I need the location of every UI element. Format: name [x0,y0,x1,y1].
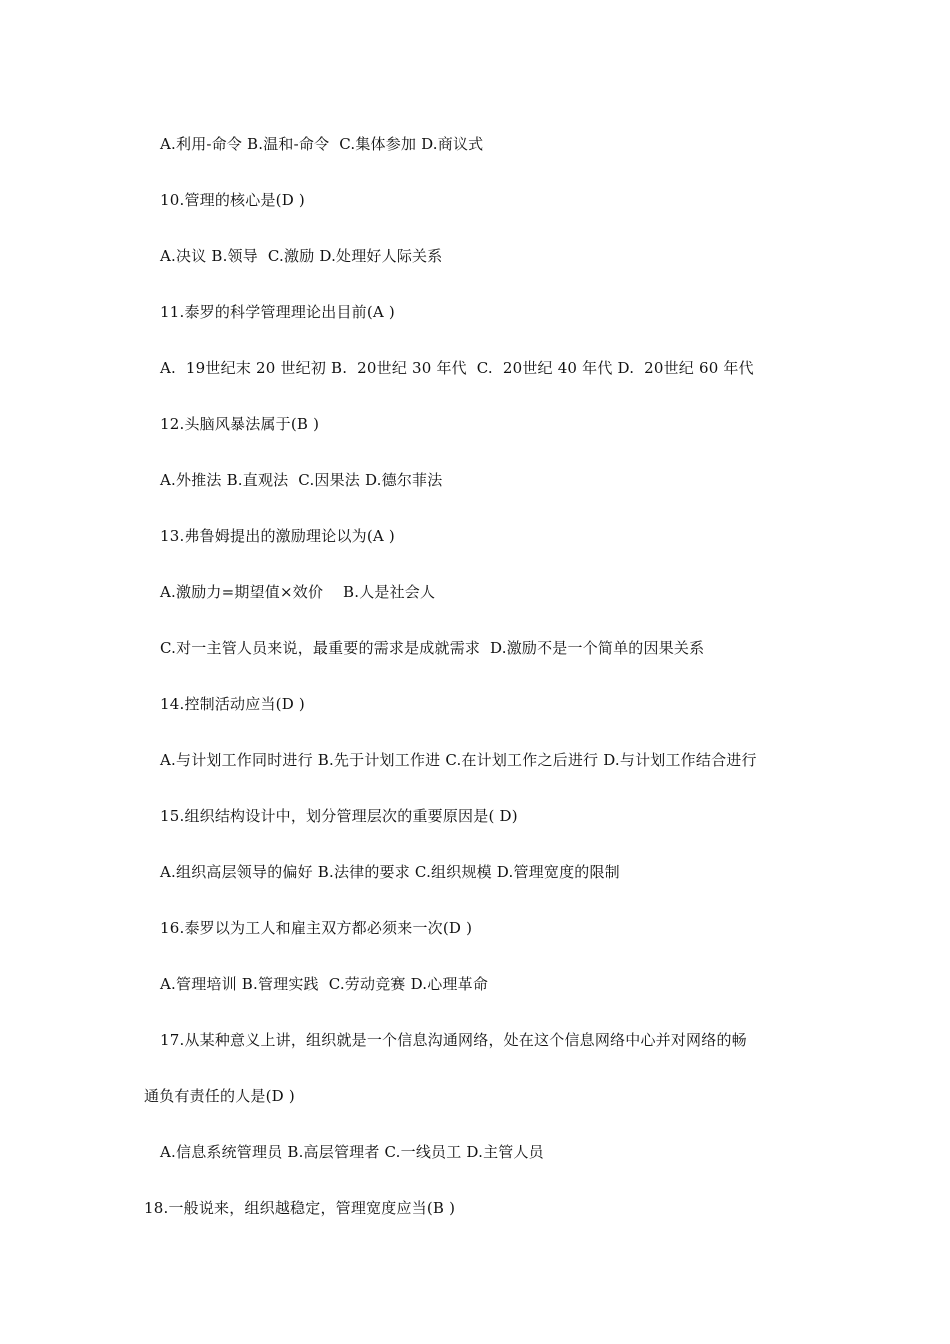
question-12: 12.头脑风暴法属于(B ) [160,415,320,433]
option-line-q10: A.决议 B.领导 C.激励 D.处理好人际关系 [160,247,443,265]
option-line-q16: A.管理培训 B.管理实践 C.劳动竞赛 D.心理革命 [160,975,489,993]
option-line-q9: A.利用-命令 B.温和-命令 C.集体参加 D.商议式 [160,135,484,153]
option-line-q14: A.与计划工作同时进行 B.先于计划工作进 C.在计划工作之后进行 D.与计划工作结合进行 [160,751,757,769]
question-17-continued: 通负有责任的人是(D ) [144,1087,295,1105]
option-line-q17: A.信息系统管理员 B.高层管理者 C.一线员工 D.主管人员 [160,1143,544,1161]
option-line-q11: A. 19世纪末 20 世纪初 B. 20世纪 30 年代 C. 20世纪 40 年代 D. 20世纪 60 年代 [160,359,754,377]
option-line-q13-b: C.对一主管人员来说，最重要的需求是成就需求 D.激励不是一个简单的因果关系 [160,639,705,657]
question-14: 14.控制活动应当(D ) [160,695,305,713]
question-13: 13.弗鲁姆提出的激励理论以为(A ) [160,527,395,545]
question-10: 10.管理的核心是(D ) [160,191,305,209]
question-18: 18.一般说来，组织越稳定，管理宽度应当(B ) [144,1199,456,1217]
option-line-q15: A.组织高层领导的偏好 B.法律的要求 C.组织规模 D.管理宽度的限制 [160,863,620,881]
option-line-q13-a: A.激励力=期望值×效价 B.人是社会人 [160,583,436,601]
question-17: 17.从某种意义上讲，组织就是一个信息沟通网络，处在这个信息网络中心并对网络的畅 [160,1031,747,1049]
question-16: 16.泰罗以为工人和雇主双方都必须来一次(D ) [160,919,473,937]
option-line-q12: A.外推法 B.直观法 C.因果法 D.德尔菲法 [160,471,443,489]
question-15: 15.组织结构设计中，划分管理层次的重要原因是( D) [160,807,518,825]
question-11: 11.泰罗的科学管理理论出目前(A ) [160,303,395,321]
